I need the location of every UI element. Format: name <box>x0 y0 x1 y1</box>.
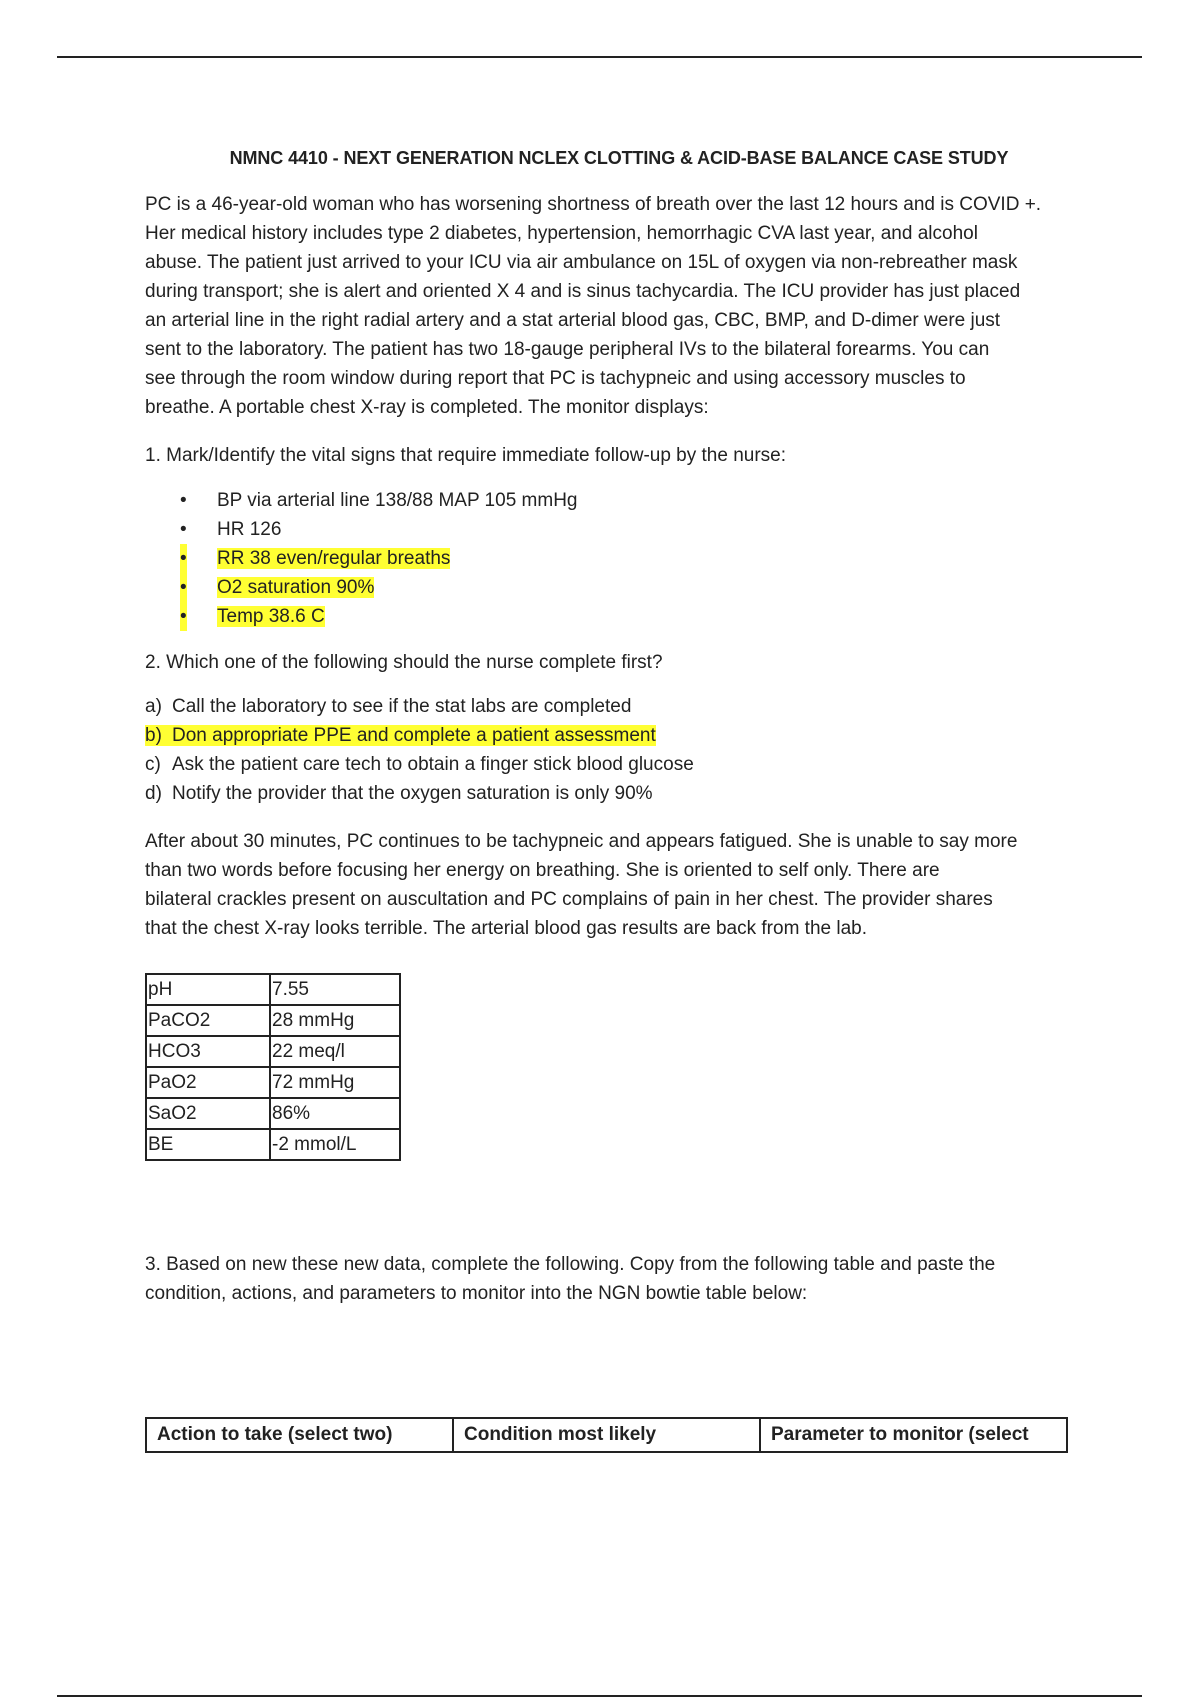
intro-line: during transport; she is alert and oriented X 4 and is sinus tachycardia. The ICU provider has just placed <box>145 281 1021 302</box>
question-3-line: 3. Based on new these new data, complete the following. Copy from the following table and paste the <box>145 1254 996 1275</box>
table-row <box>146 1129 400 1160</box>
list-item[interactable] <box>145 486 577 515</box>
abg-results-table <box>145 973 401 1161</box>
option-letter: c) <box>145 754 161 775</box>
list-item[interactable] <box>145 544 577 573</box>
followup-line: bilateral crackles present on auscultation and PC complains of pain in her chest. The provider shares <box>145 889 993 910</box>
table-row <box>146 1036 400 1067</box>
answer-options <box>145 692 694 808</box>
table-row <box>146 1067 400 1098</box>
bowtie-header-parameter: Parameter to monitor (select <box>760 1418 1067 1452</box>
intro-line: Her medical history includes type 2 diabetes, hypertension, hemorrhagic CVA last year, and alcohol <box>145 223 978 244</box>
abg-value: 28 mmHg <box>270 1005 400 1036</box>
intro-line: sent to the laboratory. The patient has two 18-gauge peripheral IVs to the bilateral forearms. You can <box>145 339 990 360</box>
option-text-highlighted: Don appropriate PPE and complete a patient assessment <box>172 725 656 746</box>
question-3-line: condition, actions, and parameters to monitor into the NGN bowtie table below: <box>145 1283 808 1304</box>
list-item[interactable] <box>145 515 577 544</box>
question-3 <box>145 1250 1095 1308</box>
document-title: NMNC 4410 - NEXT GENERATION NCLEX CLOTTING & ACID-BASE BALANCE CASE STUDY <box>229 148 1009 168</box>
abg-label: HCO3 <box>146 1036 270 1067</box>
vital-sign-text-highlighted: Temp 38.6 C <box>217 606 325 627</box>
vital-sign-text: BP via arterial line 138/88 MAP 105 mmHg <box>217 490 578 511</box>
table-row <box>146 1098 400 1129</box>
followup-line: After about 30 minutes, PC continues to be tachypneic and appears fatigued. She is unable to say more <box>145 831 1018 852</box>
abg-value: 7.55 <box>270 974 400 1005</box>
table-row <box>146 1005 400 1036</box>
bullet-icon: • <box>180 573 187 602</box>
bullet-icon: • <box>180 544 187 573</box>
option-text: Call the laboratory to see if the stat labs are completed <box>172 696 632 717</box>
question-1: 1. Mark/Identify the vital signs that require immediate follow-up by the nurse: <box>145 445 787 466</box>
option-text: Ask the patient care tech to obtain a finger stick blood glucose <box>172 754 694 775</box>
vital-sign-text: HR 126 <box>217 519 282 540</box>
option-letter: b) <box>145 725 162 746</box>
followup-line: that the chest X-ray looks terrible. The arterial blood gas results are back from the lab. <box>145 918 867 939</box>
question-2: 2. Which one of the following should the nurse complete first? <box>145 652 663 673</box>
bullet-icon: • <box>180 602 187 631</box>
followup-paragraph <box>145 827 1095 943</box>
intro-line: abuse. The patient just arrived to your ICU via air ambulance on 15L of oxygen via non-rebreather mask <box>145 252 1018 273</box>
abg-label: pH <box>146 974 270 1005</box>
option-text: Notify the provider that the oxygen saturation is only 90% <box>172 783 653 804</box>
option-letter: a) <box>145 696 162 717</box>
abg-value: -2 mmol/L <box>270 1129 400 1160</box>
abg-label: PaCO2 <box>146 1005 270 1036</box>
intro-line: an arterial line in the right radial artery and a stat arterial blood gas, CBC, BMP, and D-dimer were just <box>145 310 1001 331</box>
option-d[interactable] <box>145 779 694 808</box>
bullet-icon: • <box>180 490 187 511</box>
followup-line: than two words before focusing her energy on breathing. She is oriented to self only. There are <box>145 860 940 881</box>
vital-sign-text-highlighted: O2 saturation 90% <box>217 577 375 598</box>
intro-line: PC is a 46-year-old woman who has worsening shortness of breath over the last 12 hours and is COVID +. <box>145 194 1042 215</box>
option-b[interactable] <box>145 721 694 750</box>
table-row <box>146 974 400 1005</box>
abg-value: 72 mmHg <box>270 1067 400 1098</box>
list-item[interactable] <box>145 602 577 631</box>
bowtie-header-condition: Condition most likely <box>453 1418 760 1452</box>
abg-label: BE <box>146 1129 270 1160</box>
option-c[interactable] <box>145 750 694 779</box>
abg-value: 86% <box>270 1098 400 1129</box>
list-item[interactable] <box>145 573 577 602</box>
header-rule <box>57 56 1142 58</box>
vital-signs-list <box>145 486 577 631</box>
table-row <box>146 1418 1067 1452</box>
abg-value: 22 meq/l <box>270 1036 400 1067</box>
bowtie-table <box>145 1417 1068 1453</box>
option-letter: d) <box>145 783 162 804</box>
bullet-icon: • <box>180 519 187 540</box>
footer-rule <box>57 1695 1142 1697</box>
option-a[interactable] <box>145 692 694 721</box>
intro-paragraph <box>145 190 1095 422</box>
vital-sign-text-highlighted: RR 38 even/regular breaths <box>217 548 451 569</box>
abg-label: SaO2 <box>146 1098 270 1129</box>
intro-line: see through the room window during report that PC is tachypneic and using accessory muscles to <box>145 368 966 389</box>
abg-label: PaO2 <box>146 1067 270 1098</box>
bowtie-header-action: Action to take (select two) <box>146 1418 453 1452</box>
intro-line: breathe. A portable chest X-ray is completed. The monitor displays: <box>145 397 709 418</box>
